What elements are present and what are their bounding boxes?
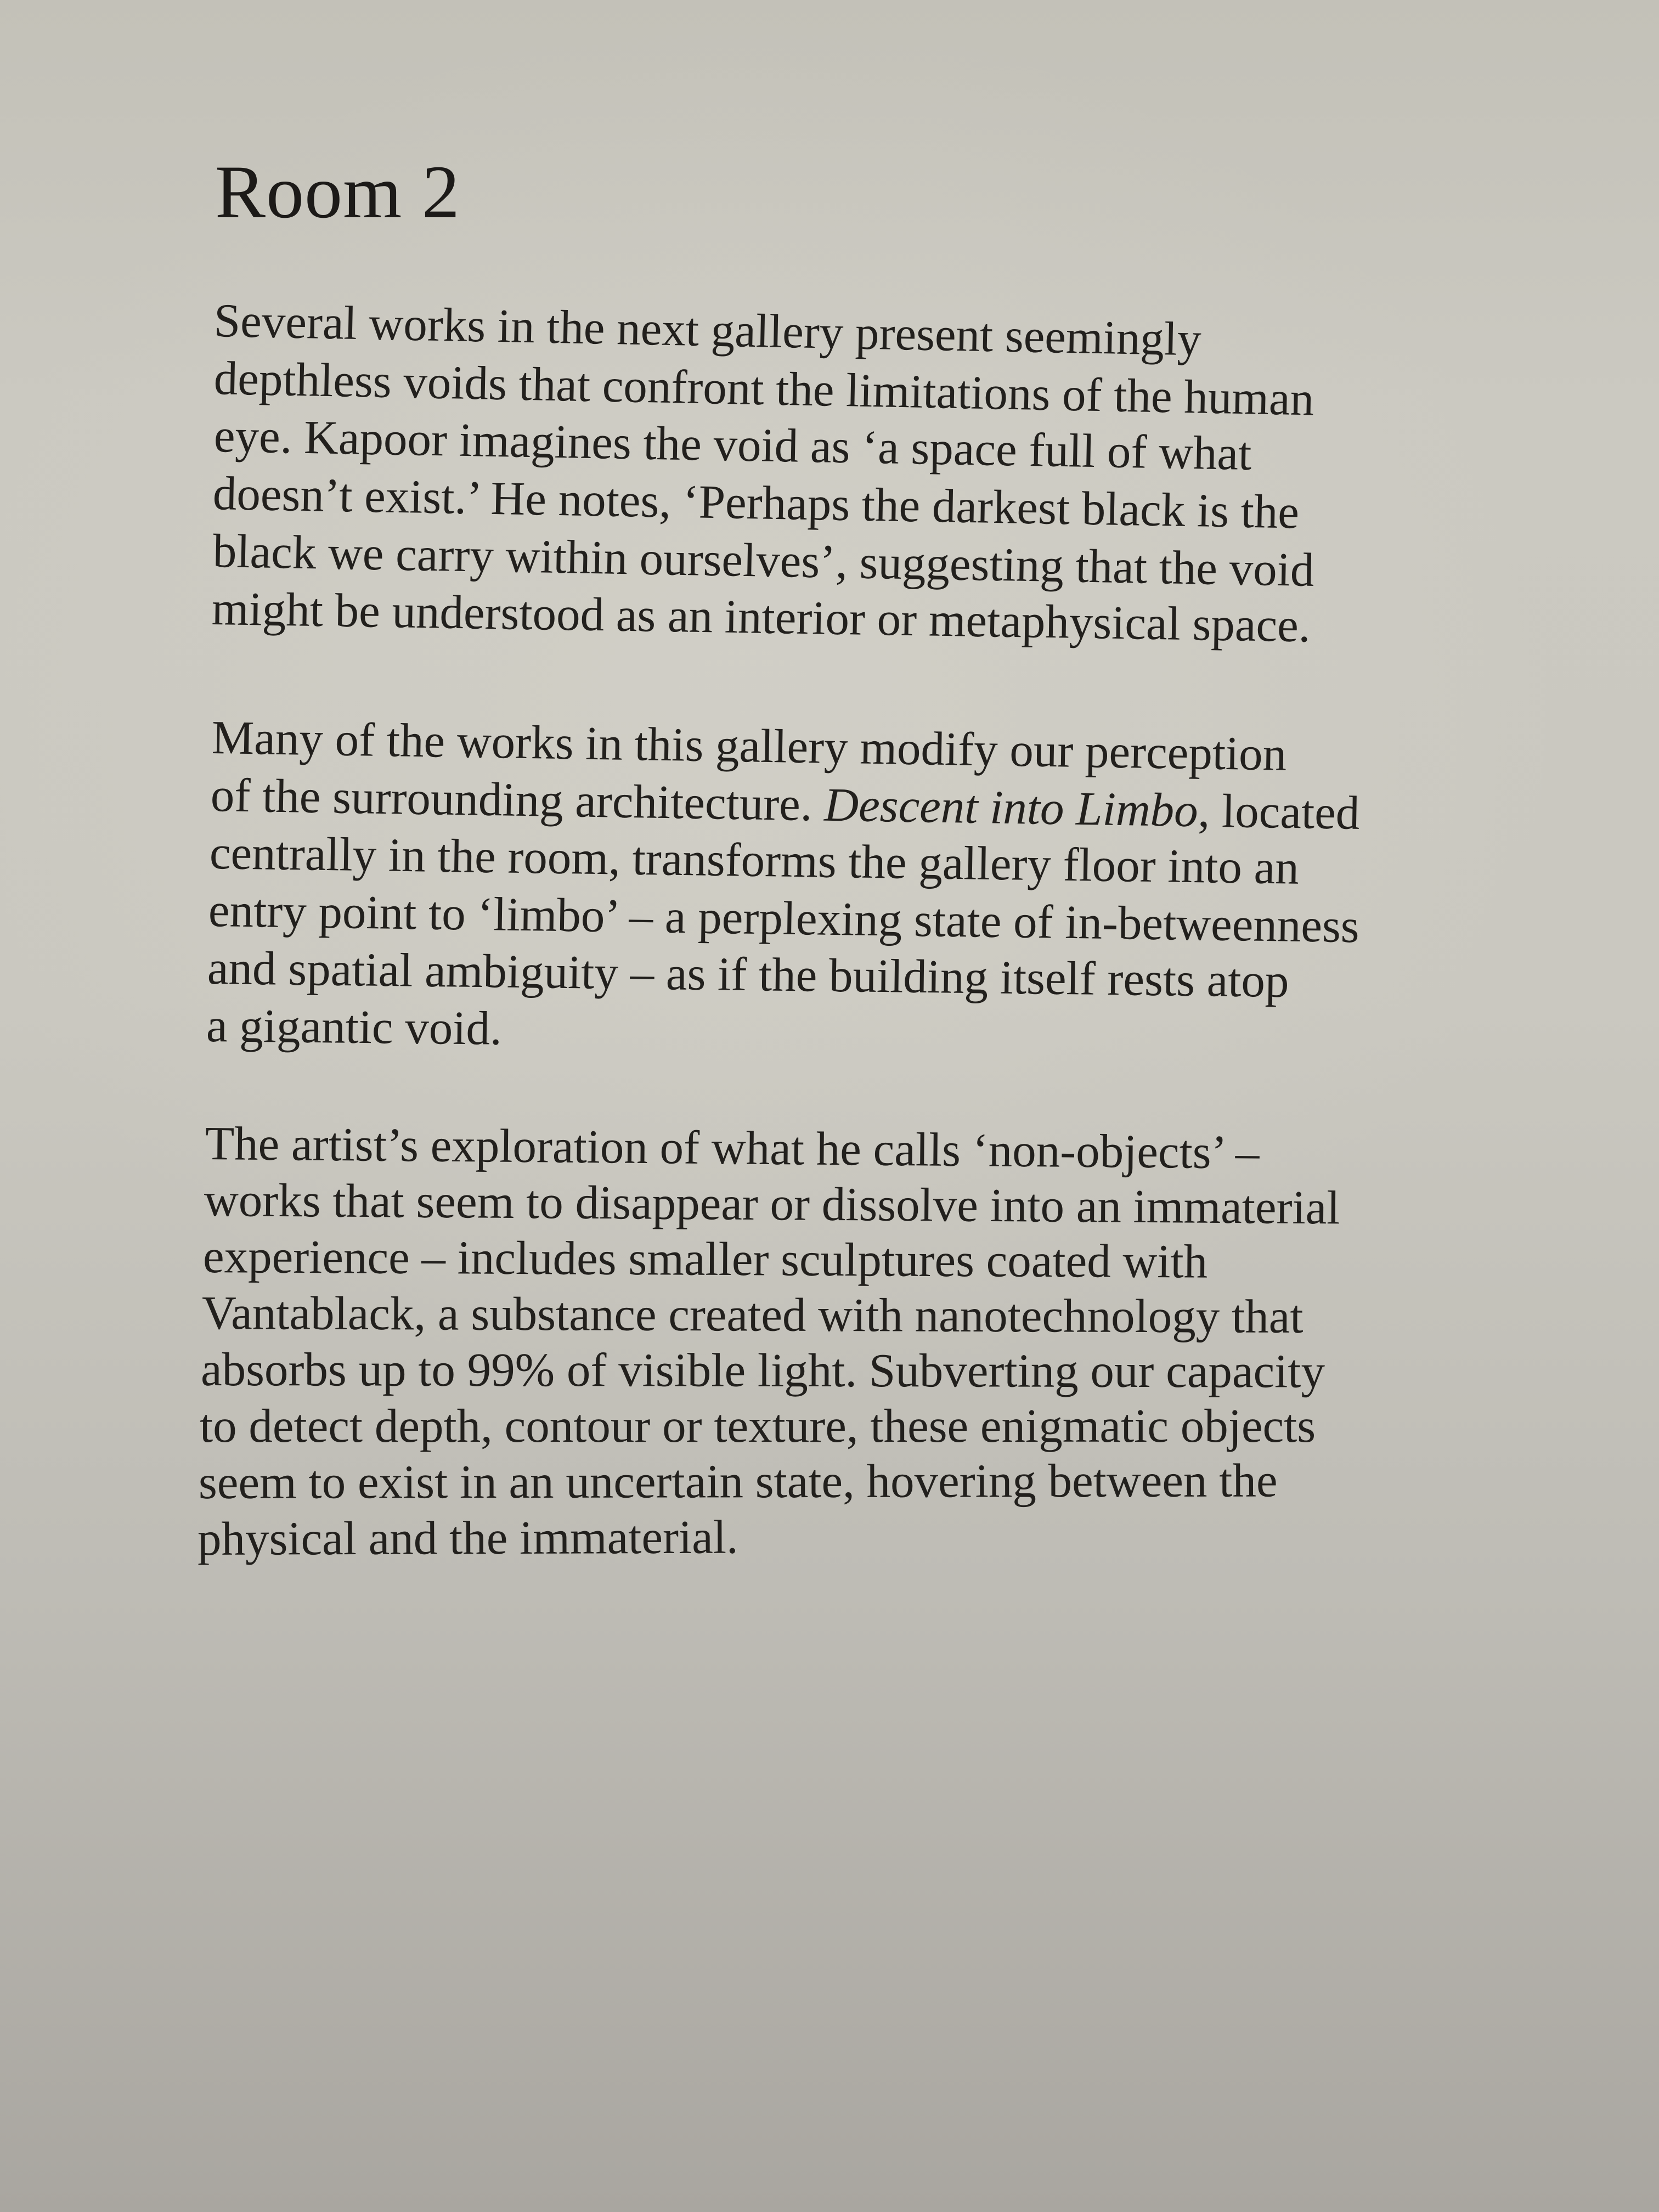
text-line: centrally in the room, transforms the gallery floor into an (209, 826, 1300, 894)
text-line: entry point to ‘limbo’ – a perplexing state of in-betweenness (208, 883, 1360, 953)
text-line: Vantablack, a substance created with nanotechnology that (201, 1286, 1304, 1344)
text-line: a gigantic void. (206, 998, 503, 1055)
text-segment: of the surrounding architecture. (210, 768, 813, 831)
text-segment: , located (1197, 783, 1361, 839)
text-line: seem to exist in an uncertain state, hovering between the (198, 1453, 1278, 1509)
text-line: experience – includes smaller sculptures coated with (202, 1229, 1208, 1288)
text-line: black we carry within ourselves’, suggesting that the void (212, 524, 1315, 597)
text-line: works that seem to disappear or dissolve into an immaterial (204, 1173, 1340, 1234)
text-line: The artist’s exploration of what he calls ‘non-objects’ – (205, 1116, 1260, 1179)
text-line: to detect depth, contour or texture, these enigmatic objects (200, 1399, 1316, 1452)
text-line: might be understood as an interior or metaphysical space. (211, 582, 1311, 652)
text-line: physical and the immaterial. (197, 1510, 738, 1565)
text-line: absorbs up to 99% of visible light. Subverting our capacity (200, 1342, 1325, 1398)
text-line: and spatial ambiguity – as if the building itself rests atop (207, 941, 1290, 1008)
artwork-title: Descent into Limbo (823, 777, 1199, 837)
text-line (210, 768, 1361, 839)
text-line: depthless voids that confront the limitations of the human (213, 351, 1315, 426)
page-title: Room 2 (215, 150, 460, 234)
text-line: eye. Kapoor imagines the void as ‘a space full of what (213, 409, 1252, 481)
text-line: doesn’t exist.’ He notes, ‘Perhaps the darkest black is the (212, 466, 1300, 539)
text-line: Several works in the next gallery present seemingly (213, 294, 1202, 366)
text-line: Many of the works in this gallery modify our perception (211, 710, 1288, 781)
